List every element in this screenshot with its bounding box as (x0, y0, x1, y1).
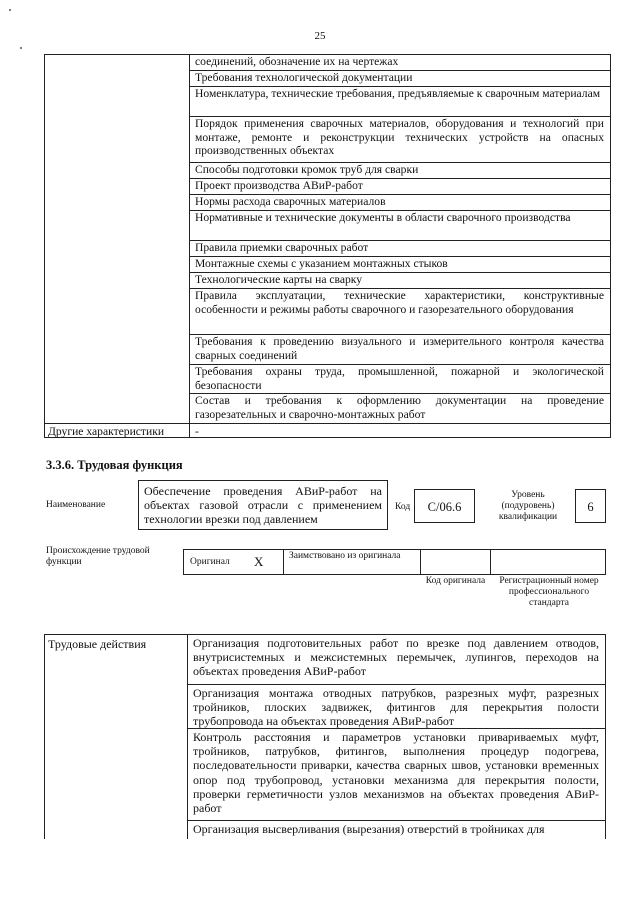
table-row: Организация высверливания (вырезания) отверстий в тройниках для (193, 822, 545, 836)
table-row: Номенклатура, технические требования, предъявляемые к сварочным материалам (190, 87, 610, 117)
table-row: Технологические карты на сварку (190, 273, 610, 289)
table-row: Проект производства АВиР-работ (190, 179, 610, 195)
table-row: Контроль расстояния и параметров установки привариваемых муфт, тройников, патрубков, фитингов, выполнения процедур подогрева, последовательности приварки, качества сварных швов, установки временных опор под трубопровод, установки механизма для перекрытия полости, проверки герметичности узлов механизмов на объектах проведения АВиР-работ (188, 729, 605, 821)
knowledge-table (44, 54, 611, 438)
origin-label: Происхождение трудовой функции (46, 546, 150, 567)
table-row: Нормативные и технические документы в области сварочного производства (190, 211, 610, 241)
reg-number-caption: Регистрационный номер профессионального стандарта (499, 576, 599, 608)
table-row: Требования охраны труда, промышленной, пожарной и экологической безопасности (190, 365, 610, 394)
name-label: Наименование (46, 500, 106, 510)
code-value-box: C/06.6 (414, 489, 475, 523)
table-row: Организация подготовительных работ по врезке под давлением отводов, внутрисистемных и межсистемных перемычек, лупингов, переходов на объектах проведения АВиР-работ (188, 635, 605, 685)
original-label: Оригинал (190, 557, 230, 567)
code-label: Код (395, 502, 411, 512)
table-row: Состав и требования к оформлению документации на проведение газорезательных и сварочно-монтажных работ (195, 394, 604, 421)
scan-speck (9, 9, 11, 11)
table-row: Нормы расхода сварочных материалов (190, 195, 610, 211)
other-characteristics-value: - (190, 423, 610, 439)
table-row: соединений, обозначение их на чертежах (190, 55, 610, 71)
table-row: Правила приемки сварочных работ (190, 241, 610, 257)
table-row: Монтажные схемы с указанием монтажных стыков (190, 257, 610, 273)
table-row: Требования к проведению визуального и измерительного контроля качества сварных соединений (190, 335, 610, 365)
borrowed-cell (283, 549, 421, 575)
table-row: Организация монтажа отводных патрубков, разрезных муфт, разрезных тройников, плоских задвижек, фитингов для перекрытия полости трубопровода на объектах проведения АВиР-работ (188, 685, 605, 729)
reg-number-cell (490, 549, 606, 575)
other-characteristics-label: Другие характеристики (45, 423, 189, 439)
borrowed-label: Заимствовано из оригинала (289, 551, 401, 561)
table-row: Способы подготовки кромок труб для сварки (190, 163, 610, 179)
table-row: Порядок применения сварочных материалов, оборудования и технологий при монтаже, ремонте и реконструкции технических устройств на опасных производственных объектах (190, 117, 610, 163)
page-number: 25 (314, 30, 326, 42)
scan-speck (20, 47, 22, 49)
level-value-box: 6 (575, 489, 606, 523)
level-label: Уровень (подуровень) квалификации (498, 490, 558, 522)
labor-actions-table (44, 634, 606, 839)
table-row: Требования технологической документации (190, 71, 610, 87)
labor-actions-label: Трудовые действия (48, 637, 147, 651)
original-cell (183, 549, 284, 575)
table-row: Правила эксплуатации, технические характеристики, конструктивные особенности и режимы работы сварочного и газорезательного оборудования (190, 289, 610, 335)
code-original-caption: Код оригинала (425, 576, 486, 586)
function-name-box: Обеспечение проведения АВиР-работ на объектах газовой отрасли с применением технологии врезки под давлением (138, 480, 388, 530)
original-code-cell (420, 549, 491, 575)
section-title: 3.3.6. Трудовая функция (46, 458, 183, 472)
original-mark: X (254, 554, 264, 569)
